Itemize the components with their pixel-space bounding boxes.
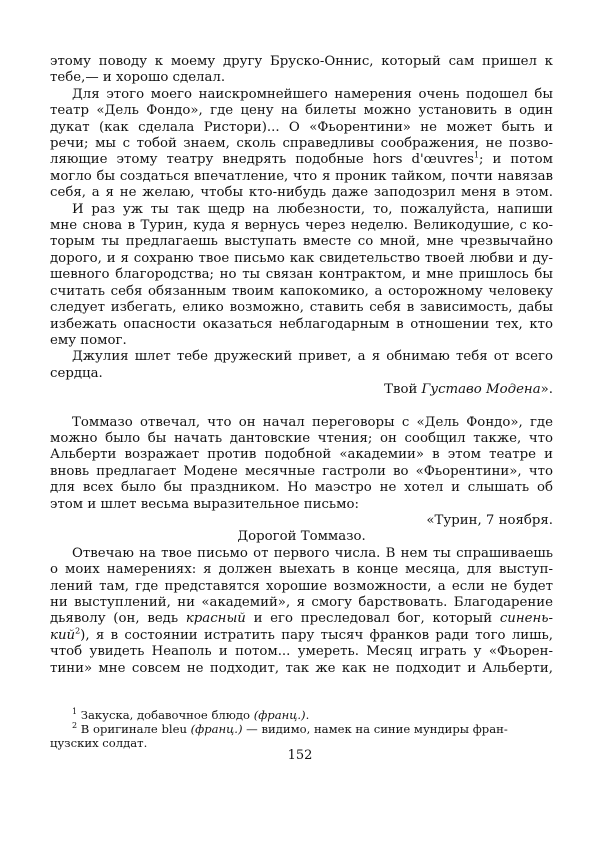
footnote-ref-1: 1 [473, 151, 480, 161]
footnote-end: — видимо, намек на синие мундиры фран- [242, 722, 508, 736]
narration-line: этом и шлет весьма выразительное письмо: [50, 496, 360, 512]
narration-line: для всех было бы праздником. Но маэстро не хотел и слышать об [50, 480, 553, 496]
footnote-number: 2 [72, 721, 78, 731]
footnote-ref-2: 2 [75, 626, 81, 636]
text-line: этому поводу к моему другу Бруско-Оннис, который сам пришел к [50, 54, 553, 69]
letter-line: лений там, где представятся хорошие возможности, а если не будет [50, 578, 553, 594]
text-line: избежать опасности оказаться неблагодарным в отношении тех, кто [50, 316, 553, 332]
text-line: себя, а я не желаю, чтобы кто-нибудь даже заподозрил меня в этом. [50, 185, 553, 201]
signature-name: Густаво Модена [421, 382, 541, 398]
footnote-text: В оригинале bleu [77, 722, 191, 736]
text-line: считать себя обязанным твоим капокомико, а осторожному человеку [50, 283, 553, 299]
narration-line: Томмазо отвечал, что он начал переговоры с «Дель Фондо», где [72, 414, 553, 430]
text-line: театр «Дель Фондо», где цену на билеты можно установить в один [50, 103, 553, 119]
text-fragment: ляющие этому театру внедрять подобные hors d'œuvres [50, 152, 474, 168]
italic-word: красный [185, 611, 246, 627]
letter-line: ни выступлений, ни «академий», я смогу барствовать. Благодарение [50, 595, 553, 610]
text-fragment: ; и потом [479, 152, 553, 168]
text-line: Джулия шлет тебе дружеский привет, а я обнимаю тебя от всего [72, 349, 553, 365]
footnote-2-cont: цузских солдат. [50, 736, 148, 750]
text-line: И раз уж ты так щедр на любезности, то, пожалуйста, напиши [72, 201, 553, 217]
narration-line: можно было бы начать дантовские чтения; он сообщил также, что [50, 430, 553, 446]
signature-prefix: Твой [384, 382, 422, 398]
footnote-2 [50, 722, 553, 736]
text-line: торым ты предлагаешь выступать вместе со мной, мне чрезвычайно [50, 234, 553, 250]
letter-line: тини» мне совсем не подходит, так же как не подходит и Альберти, [50, 660, 553, 676]
text-line: Для этого моего наискромнейшего намерения очень подошел бы [72, 86, 553, 102]
letter-signature [50, 382, 553, 398]
text-fragment: ), я в состоянии истратить пару тысяч франков ради того лишь, [80, 627, 553, 643]
text-line-with-footnote [50, 152, 553, 168]
text-line: могло бы создаться впечатление, что я проник тайком, почти навязав [50, 168, 553, 184]
text-fragment: и его преследовал бог, который [245, 611, 500, 627]
footnote-lang: (франц.) [190, 722, 243, 736]
footnote-text: Закуска, добавочное блюдо [77, 708, 254, 722]
text-line: дукат (как сделала Ристори)... О «Фьорентини» не может быть и [50, 119, 553, 135]
main-text [50, 54, 553, 677]
footnote-end: . [305, 708, 310, 722]
narration-line: Альберти возражает против подобной «академии» в этом театре и [50, 447, 553, 463]
letter-line: Отвечаю на твое письмо от первого числа. В нем ты спрашиваешь [72, 545, 553, 561]
footnote-1 [50, 708, 553, 722]
italic-word: кий [50, 627, 76, 643]
text-line: дорого, и я сохраню твое письмо как свидетельство твоей любви и ду- [50, 250, 553, 266]
text-line: сердца. [50, 365, 103, 381]
letter-line [50, 611, 553, 627]
page-number: 152 [287, 748, 313, 763]
text-line: тебе,— и хорошо сделал. [50, 70, 226, 86]
text-line: шевного благородства; но ты связан контрактом, и мне пришлось бы [50, 267, 553, 283]
letter-line: чтоб увидеть Неаполь и потом... умереть. Месяц играть у «Фьорен- [50, 644, 553, 660]
letter-salutation: Дорогой Томмазо. [237, 529, 366, 545]
letter-line: о моих намерениях: я должен выехать в конце месяца, для выступ- [50, 562, 553, 578]
letter-date: «Турин, 7 ноября. [426, 512, 553, 528]
footnotes [50, 708, 553, 750]
italic-word: синень- [499, 611, 553, 627]
text-line: мне снова в Турин, куда я вернусь через неделю. Великодушие, с ко- [50, 218, 553, 234]
text-line: следует избегать, елико возможно, ставить себя в зависимость, дабы [50, 300, 553, 316]
letter-line [50, 628, 553, 644]
text-line: речи; мы с тобой знаем, сколь справедливы соображения, не позво- [50, 136, 553, 152]
footnote-lang: (франц.) [253, 708, 306, 722]
narration-line: вновь предлагает Модене месячные гастроли во «Фьорентини», что [50, 463, 553, 479]
text-line: ему помог. [50, 332, 127, 348]
footnote-number: 1 [72, 707, 78, 717]
signature-end: ». [540, 382, 553, 398]
text-fragment: дьяволу (он, ведь [50, 611, 186, 627]
